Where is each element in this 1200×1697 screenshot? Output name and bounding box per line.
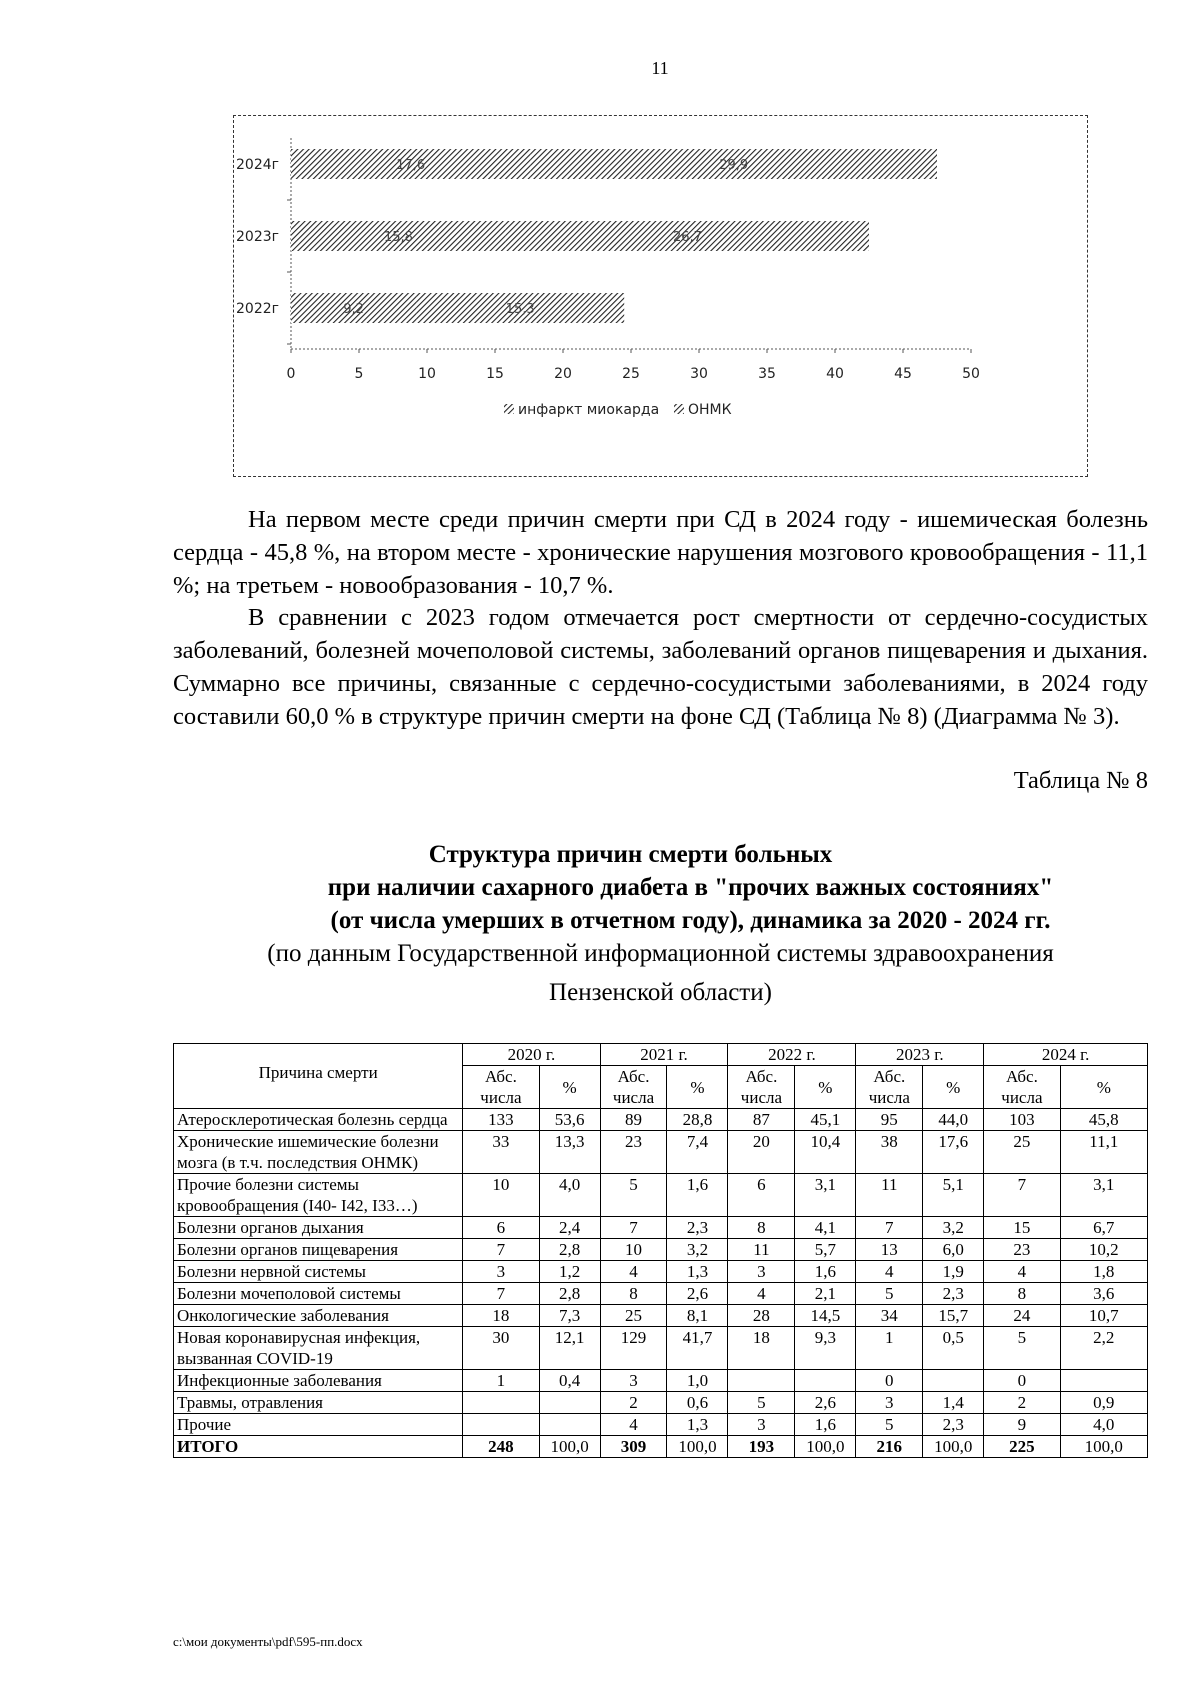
x-tick-label: 45 bbox=[894, 366, 912, 382]
abs-value-cell: 6 bbox=[728, 1174, 795, 1217]
year-header: 2023 г. bbox=[856, 1044, 984, 1066]
pct-value-cell: 2,3 bbox=[923, 1414, 984, 1436]
pct-value-cell: 8,1 bbox=[667, 1305, 728, 1327]
abs-value-cell: 38 bbox=[856, 1131, 923, 1174]
abs-value-cell: 4 bbox=[600, 1414, 667, 1436]
pct-value-cell: 1,0 bbox=[667, 1370, 728, 1392]
cause-cell: Новая коронавирусная инфекция, вызванная COVID-19 bbox=[174, 1327, 463, 1370]
pct-value-cell: 53,6 bbox=[539, 1109, 600, 1131]
abs-value-cell: 2 bbox=[984, 1392, 1060, 1414]
table-row bbox=[174, 1327, 1148, 1370]
x-tick-label: 15 bbox=[486, 366, 504, 382]
table-label: Таблица № 8 bbox=[1013, 767, 1148, 794]
pct-value-cell: 6,0 bbox=[923, 1239, 984, 1261]
pct-value-cell: 6,7 bbox=[1060, 1217, 1147, 1239]
year-header: 2024 г. bbox=[984, 1044, 1148, 1066]
abs-value-cell: 3 bbox=[463, 1261, 539, 1283]
legend-swatch bbox=[674, 404, 684, 414]
pct-value-cell: 100,0 bbox=[1060, 1436, 1147, 1458]
pct-value-cell: 2,8 bbox=[539, 1239, 600, 1261]
title-line-2: при наличии сахарного диабета в "прочих важных состояниях" bbox=[327, 874, 1054, 901]
death-causes-table bbox=[173, 1043, 1148, 1458]
cause-cell: Онкологические заболевания bbox=[174, 1305, 463, 1327]
abs-value-cell: 4 bbox=[984, 1261, 1060, 1283]
title-line-5: Пензенской области) bbox=[549, 979, 772, 1006]
pct-value-cell: 1,2 bbox=[539, 1261, 600, 1283]
abs-value-cell: 11 bbox=[856, 1174, 923, 1217]
pct-value-cell: 2,8 bbox=[539, 1283, 600, 1305]
abs-value-cell: 3 bbox=[728, 1414, 795, 1436]
pct-value-cell: 1,6 bbox=[667, 1174, 728, 1217]
pct-value-cell bbox=[539, 1392, 600, 1414]
pct-value-cell: 10,7 bbox=[1060, 1305, 1147, 1327]
abs-value-cell: 4 bbox=[600, 1261, 667, 1283]
pct-header: % bbox=[923, 1066, 984, 1109]
abs-value-cell: 10 bbox=[600, 1239, 667, 1261]
pct-value-cell: 0,6 bbox=[667, 1392, 728, 1414]
abs-value-cell: 33 bbox=[463, 1131, 539, 1174]
abs-header: Абс. числа bbox=[856, 1066, 923, 1109]
pct-header: % bbox=[1060, 1066, 1147, 1109]
pct-value-cell: 28,8 bbox=[667, 1109, 728, 1131]
abs-value-cell: 2 bbox=[600, 1392, 667, 1414]
cause-cell: Болезни нервной системы bbox=[174, 1261, 463, 1283]
pct-value-cell: 45,1 bbox=[795, 1109, 856, 1131]
cause-cell: Прочие bbox=[174, 1414, 463, 1436]
pct-header: % bbox=[667, 1066, 728, 1109]
abs-value-cell: 5 bbox=[856, 1283, 923, 1305]
abs-value-cell: 13 bbox=[856, 1239, 923, 1261]
pct-value-cell: 1,6 bbox=[795, 1261, 856, 1283]
abs-value-cell: 11 bbox=[728, 1239, 795, 1261]
table-title bbox=[173, 838, 1148, 1009]
year-header: 2022 г. bbox=[728, 1044, 856, 1066]
pct-value-cell bbox=[923, 1370, 984, 1392]
abs-value-cell: 309 bbox=[600, 1436, 667, 1458]
bar-value-label: 29,9 bbox=[719, 158, 749, 173]
pct-value-cell bbox=[795, 1370, 856, 1392]
pct-value-cell: 15,7 bbox=[923, 1305, 984, 1327]
bar-value-label: 17,6 bbox=[396, 158, 426, 173]
abs-value-cell: 5 bbox=[728, 1392, 795, 1414]
abs-value-cell: 4 bbox=[728, 1283, 795, 1305]
abs-header: Абс. числа bbox=[463, 1066, 539, 1109]
header-row-years bbox=[174, 1044, 1148, 1066]
pct-value-cell: 100,0 bbox=[539, 1436, 600, 1458]
abs-value-cell: 248 bbox=[463, 1436, 539, 1458]
abs-value-cell: 216 bbox=[856, 1436, 923, 1458]
abs-value-cell: 103 bbox=[984, 1109, 1060, 1131]
title-line-1: Структура причин смерти больных bbox=[428, 841, 833, 868]
pct-value-cell: 1,3 bbox=[667, 1414, 728, 1436]
pct-value-cell: 2,6 bbox=[795, 1392, 856, 1414]
cause-cell: Хронические ишемические болезни мозга (в т.ч. последствия ОНМК) bbox=[174, 1131, 463, 1174]
pct-value-cell: 0,4 bbox=[539, 1370, 600, 1392]
pct-value-cell: 5,1 bbox=[923, 1174, 984, 1217]
pct-value-cell: 100,0 bbox=[795, 1436, 856, 1458]
table-row bbox=[174, 1131, 1148, 1174]
abs-value-cell: 18 bbox=[463, 1305, 539, 1327]
pct-value-cell: 2,4 bbox=[539, 1217, 600, 1239]
paragraph-comparison-2023: В сравнении с 2023 годом отмечается рост смертности от сердечно-сосудистых заболеваний, болезней мочеполовой системы, заболеваний органов пищеварения и дыхания. Суммарно все причины, связанные с сердечно-сосудистыми заболеваниями, в 2024 году составили 60,0 % в структуре причин смерти на фоне СД (Таблица № 8) (Диаграмма № 3). bbox=[173, 604, 1148, 730]
abs-value-cell: 193 bbox=[728, 1436, 795, 1458]
year-header: 2021 г. bbox=[600, 1044, 728, 1066]
footer-file-path: c:\мои документы\pdf\595-пп.docx bbox=[173, 1634, 363, 1649]
year-header: 2020 г. bbox=[463, 1044, 600, 1066]
pct-value-cell: 2,3 bbox=[923, 1283, 984, 1305]
cause-cell: ИТОГО bbox=[174, 1436, 463, 1458]
pct-value-cell: 3,2 bbox=[667, 1239, 728, 1261]
pct-value-cell: 45,8 bbox=[1060, 1109, 1147, 1131]
x-tick-label: 10 bbox=[418, 366, 436, 382]
pct-value-cell: 9,3 bbox=[795, 1327, 856, 1370]
abs-value-cell: 9 bbox=[984, 1414, 1060, 1436]
abs-value-cell: 3 bbox=[856, 1392, 923, 1414]
abs-value-cell: 1 bbox=[463, 1370, 539, 1392]
abs-value-cell: 3 bbox=[600, 1370, 667, 1392]
abs-value-cell: 34 bbox=[856, 1305, 923, 1327]
table-row bbox=[174, 1174, 1148, 1217]
bar-value-label: 15,8 bbox=[383, 230, 413, 245]
cause-cell: Атеросклеротическая болезнь сердца bbox=[174, 1109, 463, 1131]
abs-value-cell: 1 bbox=[856, 1327, 923, 1370]
table-row bbox=[174, 1392, 1148, 1414]
x-tick-label: 25 bbox=[622, 366, 640, 382]
bar-value-label: 26,7 bbox=[672, 230, 702, 245]
abs-value-cell: 89 bbox=[600, 1109, 667, 1131]
pct-header: % bbox=[539, 1066, 600, 1109]
abs-value-cell: 5 bbox=[984, 1327, 1060, 1370]
pct-value-cell: 0,5 bbox=[923, 1327, 984, 1370]
abs-value-cell: 24 bbox=[984, 1305, 1060, 1327]
pct-value-cell: 100,0 bbox=[667, 1436, 728, 1458]
pct-value-cell: 1,4 bbox=[923, 1392, 984, 1414]
abs-value-cell: 8 bbox=[728, 1217, 795, 1239]
pct-value-cell: 14,5 bbox=[795, 1305, 856, 1327]
abs-value-cell: 5 bbox=[600, 1174, 667, 1217]
abs-header: Абс. числа bbox=[984, 1066, 1060, 1109]
abs-value-cell: 129 bbox=[600, 1327, 667, 1370]
cause-cell: Болезни органов дыхания bbox=[174, 1217, 463, 1239]
title-line-3: (от числа умерших в отчетном году), динамика за 2020 - 2024 гг. bbox=[330, 907, 1051, 934]
abs-value-cell: 7 bbox=[984, 1174, 1060, 1217]
abs-value-cell: 30 bbox=[463, 1327, 539, 1370]
pct-value-cell: 4,1 bbox=[795, 1217, 856, 1239]
abs-value-cell: 18 bbox=[728, 1327, 795, 1370]
abs-value-cell: 23 bbox=[984, 1239, 1060, 1261]
cause-cell: Инфекционные заболевания bbox=[174, 1370, 463, 1392]
pct-value-cell: 3,1 bbox=[795, 1174, 856, 1217]
table-row bbox=[174, 1239, 1148, 1261]
abs-value-cell: 15 bbox=[984, 1217, 1060, 1239]
pct-value-cell: 13,3 bbox=[539, 1131, 600, 1174]
abs-value-cell: 5 bbox=[856, 1414, 923, 1436]
x-tick-label: 30 bbox=[690, 366, 708, 382]
table-row bbox=[174, 1370, 1148, 1392]
pct-value-cell bbox=[539, 1414, 600, 1436]
pct-value-cell: 11,1 bbox=[1060, 1131, 1147, 1174]
pct-value-cell: 7,3 bbox=[539, 1305, 600, 1327]
abs-value-cell: 7 bbox=[600, 1217, 667, 1239]
abs-value-cell: 4 bbox=[856, 1261, 923, 1283]
abs-value-cell: 8 bbox=[600, 1283, 667, 1305]
pct-value-cell: 1,3 bbox=[667, 1261, 728, 1283]
table-row bbox=[174, 1217, 1148, 1239]
abs-value-cell bbox=[463, 1392, 539, 1414]
abs-value-cell: 6 bbox=[463, 1217, 539, 1239]
pct-value-cell: 2,1 bbox=[795, 1283, 856, 1305]
pct-value-cell: 2,2 bbox=[1060, 1327, 1147, 1370]
pct-value-cell: 3,1 bbox=[1060, 1174, 1147, 1217]
abs-value-cell: 87 bbox=[728, 1109, 795, 1131]
abs-value-cell bbox=[728, 1370, 795, 1392]
abs-header: Абс. числа bbox=[600, 1066, 667, 1109]
abs-value-cell: 8 bbox=[984, 1283, 1060, 1305]
abs-value-cell: 23 bbox=[600, 1131, 667, 1174]
abs-value-cell: 0 bbox=[856, 1370, 923, 1392]
x-tick-label: 50 bbox=[962, 366, 980, 382]
abs-value-cell: 25 bbox=[984, 1131, 1060, 1174]
cause-header: Причина смерти bbox=[174, 1044, 463, 1109]
pct-value-cell: 4,0 bbox=[1060, 1414, 1147, 1436]
pct-value-cell: 5,7 bbox=[795, 1239, 856, 1261]
bar-value-label: 15,3 bbox=[505, 302, 535, 317]
abs-value-cell: 133 bbox=[463, 1109, 539, 1131]
abs-value-cell: 28 bbox=[728, 1305, 795, 1327]
cause-cell: Прочие болезни системы кровообращения (I40- I42, I33…) bbox=[174, 1174, 463, 1217]
pct-value-cell: 10,2 bbox=[1060, 1239, 1147, 1261]
pct-value-cell: 1,8 bbox=[1060, 1261, 1147, 1283]
abs-value-cell: 25 bbox=[600, 1305, 667, 1327]
cause-cell: Болезни мочеполовой системы bbox=[174, 1283, 463, 1305]
pct-value-cell: 44,0 bbox=[923, 1109, 984, 1131]
pct-value-cell: 100,0 bbox=[923, 1436, 984, 1458]
cause-cell: Болезни органов пищеварения bbox=[174, 1239, 463, 1261]
pct-value-cell: 12,1 bbox=[539, 1327, 600, 1370]
paragraph-causes-2024: На первом месте среди причин смерти при СД в 2024 году - ишемическая болезнь сердца - 45,8 %, на втором месте - хронические нарушения мозгового кровообращения - 11,1 %; на третьем - новообразования - 10,7 %. bbox=[173, 506, 1148, 599]
table-row bbox=[174, 1109, 1148, 1131]
bar-chart bbox=[234, 116, 1089, 478]
pct-value-cell: 4,0 bbox=[539, 1174, 600, 1217]
table-row bbox=[174, 1283, 1148, 1305]
pct-value-cell: 2,6 bbox=[667, 1283, 728, 1305]
page-number: 11 bbox=[651, 58, 669, 78]
abs-value-cell bbox=[463, 1414, 539, 1436]
table-row bbox=[174, 1261, 1148, 1283]
pct-value-cell: 3,2 bbox=[923, 1217, 984, 1239]
abs-value-cell: 7 bbox=[463, 1283, 539, 1305]
pct-value-cell: 0,9 bbox=[1060, 1392, 1147, 1414]
abs-header: Абс. числа bbox=[728, 1066, 795, 1109]
pct-header: % bbox=[795, 1066, 856, 1109]
pct-value-cell: 3,6 bbox=[1060, 1283, 1147, 1305]
table-row bbox=[174, 1414, 1148, 1436]
pct-value-cell: 41,7 bbox=[667, 1327, 728, 1370]
y-category-label: 2022г bbox=[236, 301, 279, 317]
table-row bbox=[174, 1305, 1148, 1327]
pct-value-cell bbox=[1060, 1370, 1147, 1392]
pct-value-cell: 1,6 bbox=[795, 1414, 856, 1436]
x-tick-label: 5 bbox=[354, 366, 364, 382]
pct-value-cell: 17,6 bbox=[923, 1131, 984, 1174]
legend-label: ОНМК bbox=[688, 402, 732, 418]
pct-value-cell: 2,3 bbox=[667, 1217, 728, 1239]
y-category-label: 2023г bbox=[236, 229, 279, 245]
x-tick-label: 40 bbox=[826, 366, 844, 382]
legend-swatch bbox=[504, 404, 514, 414]
abs-value-cell: 95 bbox=[856, 1109, 923, 1131]
chart-diagram bbox=[233, 115, 1088, 477]
abs-value-cell: 0 bbox=[984, 1370, 1060, 1392]
abs-value-cell: 7 bbox=[856, 1217, 923, 1239]
table-total-row bbox=[174, 1436, 1148, 1458]
title-line-4: (по данным Государственной информационной системы здравоохранения bbox=[267, 940, 1054, 967]
abs-value-cell: 10 bbox=[463, 1174, 539, 1217]
abs-value-cell: 3 bbox=[728, 1261, 795, 1283]
pct-value-cell: 10,4 bbox=[795, 1131, 856, 1174]
abs-value-cell: 7 bbox=[463, 1239, 539, 1261]
abs-value-cell: 20 bbox=[728, 1131, 795, 1174]
pct-value-cell: 1,9 bbox=[923, 1261, 984, 1283]
cause-cell: Травмы, отравления bbox=[174, 1392, 463, 1414]
legend-label: инфаркт миокарда bbox=[518, 402, 660, 418]
y-category-label: 2024г bbox=[236, 157, 279, 173]
pct-value-cell: 7,4 bbox=[667, 1131, 728, 1174]
x-tick-label: 35 bbox=[758, 366, 776, 382]
abs-value-cell: 225 bbox=[984, 1436, 1060, 1458]
bar-value-label: 9,2 bbox=[343, 302, 364, 317]
x-tick-label: 20 bbox=[554, 366, 572, 382]
x-tick-label: 0 bbox=[286, 366, 296, 382]
